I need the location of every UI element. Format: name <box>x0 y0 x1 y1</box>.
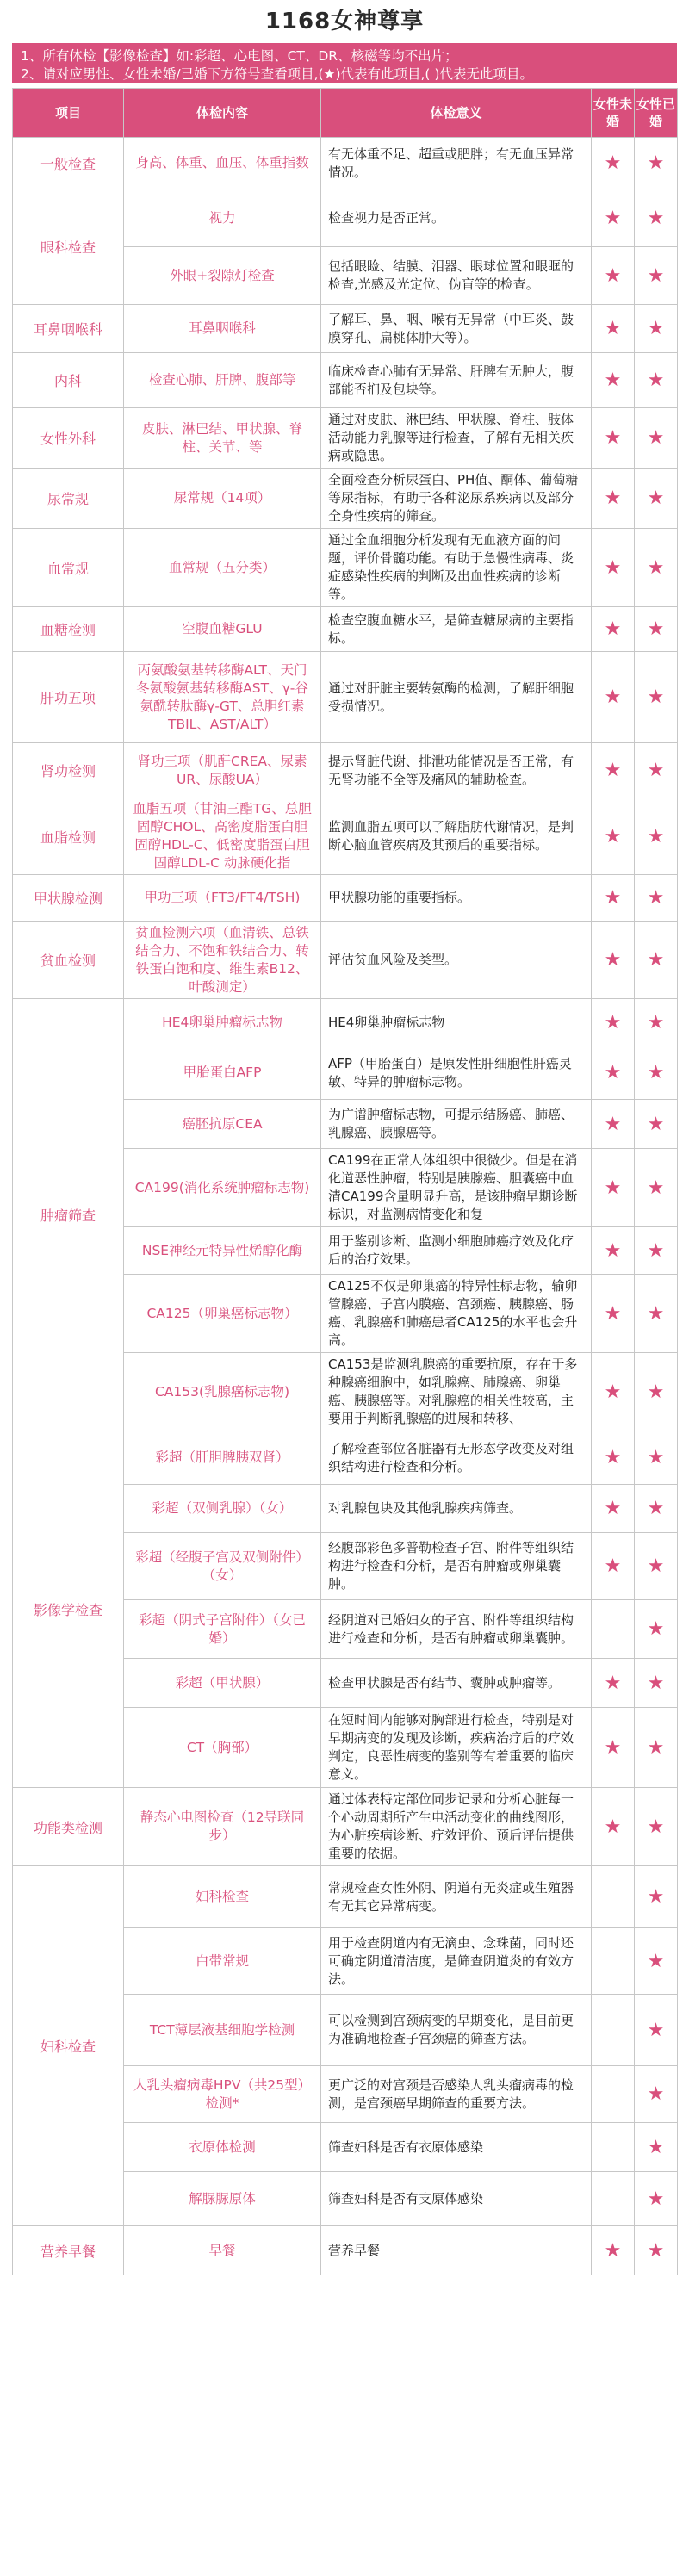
exam-content-cell: 皮肤、淋巴结、甲状腺、脊柱、关节、等 <box>124 408 321 469</box>
unmarried-star-icon: ★ <box>592 469 635 529</box>
unmarried-star-icon: ★ <box>592 1659 635 1708</box>
exam-meaning-cell: 了解检查部位各脏器有无形态学改变及对组织结构进行检查和分析。 <box>321 1431 592 1485</box>
unmarried-star-icon: ★ <box>592 353 635 408</box>
married-star-icon: ★ <box>635 2172 678 2226</box>
exam-meaning-cell: 有无体重不足、超重或肥胖；有无血压异常情况。 <box>321 138 592 189</box>
exam-meaning-cell: CA199在正常人体组织中很微少。但是在消化道恶性肿瘤，特别是胰腺癌、胆囊癌中血清CA199含量明显升高，是该肿瘤早期诊断标识，对监测病情变化和复 <box>321 1149 592 1227</box>
married-star-icon: ★ <box>635 189 678 247</box>
exam-content-cell: TCT薄层液基细胞学检测 <box>124 1995 321 2066</box>
exam-content-cell: 甲胎蛋白AFP <box>124 1046 321 1100</box>
unmarried-star-icon: ★ <box>592 189 635 247</box>
exam-meaning-cell: AFP（甲胎蛋白）是原发性肝细胞性肝癌灵敏、特异的肿瘤标志物。 <box>321 1046 592 1100</box>
unmarried-star-icon: ★ <box>592 305 635 353</box>
exam-meaning-cell: 监测血脂五项可以了解脂肪代谢情况，是判断心脑血管疾病及其预后的重要指标。 <box>321 798 592 875</box>
header-meaning: 体检意义 <box>321 89 592 138</box>
exam-content-cell: 肾功三项（肌酐CREA、尿素UR、尿酸UA） <box>124 743 321 798</box>
married-star-icon: ★ <box>635 1431 678 1485</box>
category-cell: 肝功五项 <box>13 652 124 743</box>
married-star-icon: ★ <box>635 798 678 875</box>
unmarried-star-icon <box>592 1995 635 2066</box>
exam-content-cell: 妇科检查 <box>124 1866 321 1928</box>
category-cell: 眼科检查 <box>13 189 124 305</box>
exam-meaning-cell: 在短时间内能够对胸部进行检查，特别是对早期病变的发现及诊断，疾病治疗后的疗效判定，良恶性病变的鉴别等有着重要的临床意义。 <box>321 1708 592 1788</box>
married-star-icon: ★ <box>635 922 678 999</box>
table-row <box>13 922 678 999</box>
married-star-icon: ★ <box>635 743 678 798</box>
exam-content-cell: CA199(消化系统肿瘤标志物) <box>124 1149 321 1227</box>
unmarried-star-icon <box>592 1600 635 1659</box>
exam-meaning-cell: 筛查妇科是否有支原体感染 <box>321 2172 592 2226</box>
married-star-icon: ★ <box>635 652 678 743</box>
category-cell: 功能类检测 <box>13 1788 124 1866</box>
exam-content-cell: 人乳头瘤病毒HPV（共25型）检测* <box>124 2066 321 2123</box>
exam-content-cell: 彩超（阴式子宫附件）（女已婚） <box>124 1600 321 1659</box>
unmarried-star-icon <box>592 2123 635 2172</box>
unmarried-star-icon: ★ <box>592 1149 635 1227</box>
unmarried-star-icon <box>592 1928 635 1995</box>
exam-content-cell: 解脲脲原体 <box>124 2172 321 2226</box>
exam-content-cell: 衣原体检测 <box>124 2123 321 2172</box>
exam-meaning-cell: 提示肾脏代谢、排泄功能情况是否正常，有无肾功能不全等及痛风的辅助检查。 <box>321 743 592 798</box>
table-header-row <box>13 89 678 138</box>
category-cell: 肾功检测 <box>13 743 124 798</box>
table-row <box>13 1866 678 1928</box>
unmarried-star-icon: ★ <box>592 247 635 305</box>
married-star-icon: ★ <box>635 1533 678 1600</box>
married-star-icon: ★ <box>635 2123 678 2172</box>
category-cell: 内科 <box>13 353 124 408</box>
exam-meaning-cell: 经腹部彩色多普勒检查子宫、附件等组织结构进行检查和分析，是否有肿瘤或卵巢囊肿。 <box>321 1533 592 1600</box>
exam-content-cell: 丙氨酸氨基转移酶ALT、天门冬氨酸氨基转移酶AST、γ-谷氨酰转肽酶γ-GT、总胆红素TBIL、AST/ALT） <box>124 652 321 743</box>
category-cell: 血脂检测 <box>13 798 124 875</box>
exam-content-cell: 甲功三项（FT3/FT4/TSH) <box>124 875 321 922</box>
exam-meaning-cell: 临床检查心肺有无异常、肝脾有无肿大，腹部能否扪及包块等。 <box>321 353 592 408</box>
exam-meaning-cell: 为广谱肿瘤标志物，可提示结肠癌、肺癌、乳腺癌、胰腺癌等。 <box>321 1100 592 1149</box>
exam-content-cell: CA125（卵巢癌标志物） <box>124 1275 321 1353</box>
exam-meaning-cell: 通过对肝脏主要转氨酶的检测，了解肝细胞受损情况。 <box>321 652 592 743</box>
exam-content-cell: 彩超（甲状腺） <box>124 1659 321 1708</box>
category-cell: 甲状腺检测 <box>13 875 124 922</box>
married-star-icon: ★ <box>635 1275 678 1353</box>
exam-meaning-cell: CA125不仅是卵巢癌的特异性标志物，输卵管腺癌、子宫内膜癌、宫颈癌、胰腺癌、肠癌、乳腺癌和肺癌患者CA125的水平也会升高。 <box>321 1275 592 1353</box>
exam-meaning-cell: 检查空腹血糖水平，是筛查糖尿病的主要指标。 <box>321 607 592 652</box>
table-row <box>13 353 678 408</box>
married-star-icon: ★ <box>635 1046 678 1100</box>
exam-content-cell: 外眼+裂隙灯检查 <box>124 247 321 305</box>
category-cell: 女性外科 <box>13 408 124 469</box>
notice-line-1: 1、所有体检【影像检查】如:彩超、心电图、CT、DR、核磁等均不出片； <box>21 48 458 64</box>
unmarried-star-icon: ★ <box>592 1533 635 1600</box>
married-star-icon: ★ <box>635 2066 678 2123</box>
exam-content-cell: 尿常规（14项） <box>124 469 321 529</box>
married-star-icon: ★ <box>635 305 678 353</box>
married-star-icon: ★ <box>635 1149 678 1227</box>
married-star-icon: ★ <box>635 1659 678 1708</box>
table-row <box>13 2226 678 2275</box>
unmarried-star-icon <box>592 2172 635 2226</box>
exam-meaning-cell: 更广泛的对宫颈是否感染人乳头瘤病毒的检测，是宫颈癌早期筛查的重要方法。 <box>321 2066 592 2123</box>
unmarried-star-icon: ★ <box>592 138 635 189</box>
exam-content-cell: 血常规（五分类） <box>124 529 321 607</box>
exam-table <box>12 88 678 2275</box>
married-star-icon: ★ <box>635 138 678 189</box>
unmarried-star-icon: ★ <box>592 607 635 652</box>
unmarried-star-icon: ★ <box>592 922 635 999</box>
exam-meaning-cell: 营养早餐 <box>321 2226 592 2275</box>
exam-content-cell: 彩超（肝胆脾胰双肾） <box>124 1431 321 1485</box>
exam-meaning-cell: 甲状腺功能的重要指标。 <box>321 875 592 922</box>
table-row <box>13 1788 678 1866</box>
notice-line-2: 2、请对应男性、女性未婚/已婚下方符号查看项目,(★)代表有此项目,( )代表无此项目。 <box>21 66 533 82</box>
category-cell: 血常规 <box>13 529 124 607</box>
married-star-icon: ★ <box>635 1100 678 1149</box>
page-title: 1168女神尊享 <box>264 9 425 34</box>
table-row <box>13 305 678 353</box>
exam-content-cell: 身高、体重、血压、体重指数 <box>124 138 321 189</box>
exam-meaning-cell: HE4卵巢肿瘤标志物 <box>321 999 592 1046</box>
exam-meaning-cell: 包括眼睑、结膜、泪器、眼球位置和眼眶的检查,光感及光定位、伪盲等的检查。 <box>321 247 592 305</box>
exam-content-cell: CT（胸部） <box>124 1708 321 1788</box>
exam-content-cell: 耳鼻咽喉科 <box>124 305 321 353</box>
category-cell: 肿瘤筛查 <box>13 999 124 1431</box>
unmarried-star-icon: ★ <box>592 875 635 922</box>
exam-content-cell: 贫血检测六项（血清铁、总铁结合力、不饱和铁结合力、转铁蛋白饱和度、维生素B12、叶酸测定） <box>124 922 321 999</box>
married-star-icon: ★ <box>635 1600 678 1659</box>
notice-box <box>12 43 677 83</box>
table-body <box>13 138 678 2275</box>
exam-content-cell: 静态心电图检查（12导联同步） <box>124 1788 321 1866</box>
table-row <box>13 999 678 1046</box>
category-cell: 耳鼻咽喉科 <box>13 305 124 353</box>
married-star-icon: ★ <box>635 1995 678 2066</box>
category-cell: 妇科检查 <box>13 1866 124 2226</box>
exam-meaning-cell: 检查甲状腺是否有结节、囊肿或肿瘤等。 <box>321 1659 592 1708</box>
unmarried-star-icon: ★ <box>592 1227 635 1275</box>
exam-meaning-cell: 全面检查分析尿蛋白、PH值、酮体、葡萄糖等尿指标，有助于各种泌尿系疾病以及部分全身性疾病的筛查。 <box>321 469 592 529</box>
unmarried-star-icon: ★ <box>592 1431 635 1485</box>
unmarried-star-icon: ★ <box>592 1100 635 1149</box>
category-cell: 影像学检查 <box>13 1431 124 1788</box>
unmarried-star-icon: ★ <box>592 1353 635 1431</box>
married-star-icon: ★ <box>635 1353 678 1431</box>
exam-meaning-cell: CA153是监测乳腺癌的重要抗原，存在于多种腺癌细胞中，如乳腺癌、肺腺癌、卵巢癌、胰腺癌等。对乳腺癌的相关性较高，主要用于判断乳腺癌的进展和转移、 <box>321 1353 592 1431</box>
table-row <box>13 607 678 652</box>
married-star-icon: ★ <box>635 875 678 922</box>
table-row <box>13 138 678 189</box>
exam-content-cell: 空腹血糖GLU <box>124 607 321 652</box>
category-cell: 贫血检测 <box>13 922 124 999</box>
table-row <box>13 875 678 922</box>
married-star-icon: ★ <box>635 607 678 652</box>
unmarried-star-icon: ★ <box>592 529 635 607</box>
unmarried-star-icon: ★ <box>592 798 635 875</box>
exam-content-cell: 白带常规 <box>124 1928 321 1995</box>
exam-content-cell: 彩超（双侧乳腺）（女） <box>124 1485 321 1533</box>
header-unmarried: 女性未婚 <box>592 89 635 138</box>
exam-content-cell: 视力 <box>124 189 321 247</box>
header-category: 项目 <box>13 89 124 138</box>
married-star-icon: ★ <box>635 1788 678 1866</box>
table-row <box>13 652 678 743</box>
exam-meaning-cell: 经阴道对已婚妇女的子宫、附件等组织结构进行检查和分析，是否有肿瘤或卵巢囊肿。 <box>321 1600 592 1659</box>
married-star-icon: ★ <box>635 1928 678 1995</box>
unmarried-star-icon: ★ <box>592 2226 635 2275</box>
unmarried-star-icon: ★ <box>592 1708 635 1788</box>
exam-content-cell: 彩超（经腹子宫及双侧附件）（女） <box>124 1533 321 1600</box>
category-cell: 尿常规 <box>13 469 124 529</box>
exam-meaning-cell: 用于检查阴道内有无滴虫、念珠菌，同时还可确定阴道清洁度，是筛查阴道炎的有效方法。 <box>321 1928 592 1995</box>
exam-meaning-cell: 通过体表特定部位同步记录和分析心脏每一个心动周期所产生电活动变化的曲线图形，为心脏疾病诊断、疗效评价、预后评估提供重要的依据。 <box>321 1788 592 1866</box>
married-star-icon: ★ <box>635 1866 678 1928</box>
unmarried-star-icon: ★ <box>592 1275 635 1353</box>
category-cell: 营养早餐 <box>13 2226 124 2275</box>
exam-content-cell: CA153(乳腺癌标志物) <box>124 1353 321 1431</box>
exam-meaning-cell: 检查视力是否正常。 <box>321 189 592 247</box>
exam-meaning-cell: 用于鉴别诊断、监测小细胞肺癌疗效及化疗后的治疗效果。 <box>321 1227 592 1275</box>
header-content: 体检内容 <box>124 89 321 138</box>
unmarried-star-icon: ★ <box>592 1788 635 1866</box>
unmarried-star-icon: ★ <box>592 408 635 469</box>
unmarried-star-icon: ★ <box>592 652 635 743</box>
unmarried-star-icon: ★ <box>592 743 635 798</box>
married-star-icon: ★ <box>635 529 678 607</box>
table-row <box>13 408 678 469</box>
header-married: 女性已婚 <box>635 89 678 138</box>
exam-meaning-cell: 对乳腺包块及其他乳腺疾病筛查。 <box>321 1485 592 1533</box>
table-row <box>13 529 678 607</box>
unmarried-star-icon <box>592 2066 635 2123</box>
exam-meaning-cell: 通过全血细胞分析发现有无血液方面的问题，评价骨髓功能。有助于急慢性病毒、炎症感染性疾病的判断及出血性疾病的诊断等。 <box>321 529 592 607</box>
table-row <box>13 1431 678 1485</box>
exam-content-cell: 检查心肺、肝脾、腹部等 <box>124 353 321 408</box>
exam-content-cell: HE4卵巢肿瘤标志物 <box>124 999 321 1046</box>
married-star-icon: ★ <box>635 1708 678 1788</box>
married-star-icon: ★ <box>635 247 678 305</box>
unmarried-star-icon: ★ <box>592 999 635 1046</box>
unmarried-star-icon: ★ <box>592 1046 635 1100</box>
unmarried-star-icon <box>592 1866 635 1928</box>
exam-meaning-cell: 通过对皮肤、淋巴结、甲状腺、脊柱、肢体活动能力乳腺等进行检查，了解有无相关疾病或隐患。 <box>321 408 592 469</box>
exam-content-cell: 早餐 <box>124 2226 321 2275</box>
exam-meaning-cell: 筛查妇科是否有衣原体感染 <box>321 2123 592 2172</box>
category-cell: 血糖检测 <box>13 607 124 652</box>
married-star-icon: ★ <box>635 1485 678 1533</box>
exam-content-cell: 血脂五项（甘油三酯TG、总胆固醇CHOL、高密度脂蛋白胆固醇HDL-C、低密度脂蛋白胆固醇LDL-C 动脉硬化指 <box>124 798 321 875</box>
table-row <box>13 189 678 247</box>
exam-content-cell: 癌胚抗原CEA <box>124 1100 321 1149</box>
category-cell: 一般检查 <box>13 138 124 189</box>
unmarried-star-icon: ★ <box>592 1485 635 1533</box>
table-row <box>13 798 678 875</box>
married-star-icon: ★ <box>635 1227 678 1275</box>
married-star-icon: ★ <box>635 408 678 469</box>
exam-meaning-cell: 常规检查女性外阴、阴道有无炎症或生殖器有无其它异常病变。 <box>321 1866 592 1928</box>
table-row <box>13 469 678 529</box>
married-star-icon: ★ <box>635 999 678 1046</box>
exam-meaning-cell: 评估贫血风险及类型。 <box>321 922 592 999</box>
married-star-icon: ★ <box>635 2226 678 2275</box>
exam-meaning-cell: 了解耳、鼻、咽、喉有无异常（中耳炎、鼓膜穿孔、扁桃体肿大等）。 <box>321 305 592 353</box>
table-row <box>13 743 678 798</box>
exam-meaning-cell: 可以检测到宫颈病变的早期变化，是目前更为准确地检查子宫颈癌的筛查方法。 <box>321 1995 592 2066</box>
married-star-icon: ★ <box>635 353 678 408</box>
married-star-icon: ★ <box>635 469 678 529</box>
exam-content-cell: NSE神经元特异性烯醇化酶 <box>124 1227 321 1275</box>
